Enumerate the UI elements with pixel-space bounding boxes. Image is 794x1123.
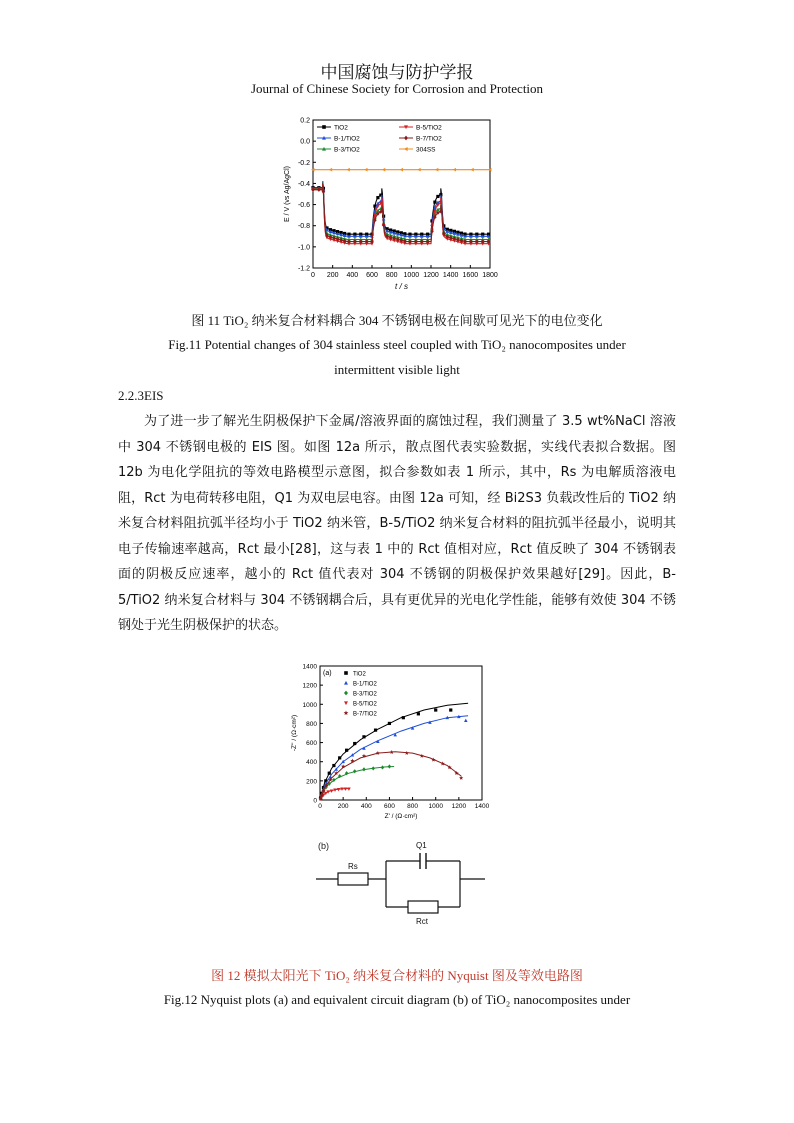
figure-11-potential-chart [280,112,510,298]
x-tick-label: 200 [326,272,339,279]
legend-marker [404,136,408,141]
y-tick-label: 800 [306,720,317,728]
journal-title-en: Journal of Chinese Society for Corrosion and Protection [250,81,544,96]
figure-12b-circuit-diagram [310,835,495,930]
q1-label: Q1 [416,841,427,850]
data-point [420,754,424,758]
data-point [381,765,385,769]
legend-marker [344,671,348,675]
x-tick-label: 0 [318,803,322,810]
data-point [464,719,468,722]
figure-12-caption-en: Fig.12 Nyquist plots (a) and equivalent circuit diagram (b) of TiO₂ nanocomposites under [163,992,631,1007]
data-point [364,168,367,172]
y-tick-label: 0 [313,797,317,805]
data-point [441,761,445,765]
y-tick-label: -0.8 [297,223,310,231]
legend-label: TiO2 [334,124,348,132]
x-tick-label: 1000 [403,272,420,279]
data-point [388,722,391,725]
y-tick-label: 1000 [302,701,317,709]
data-point [371,766,375,770]
y-tick-label: 0.0 [300,138,310,146]
x-tick-label: 0 [311,272,315,279]
y-tick-label: 400 [306,759,317,767]
circuit-panel-label: (b) [318,841,329,851]
x-axis-label: t / s [395,282,408,291]
figure-11-caption-en-line2: intermittent visible light [334,362,460,377]
series-304SS [311,168,491,172]
y-axis-label: E / V (vs Ag/AgCl) [284,165,291,223]
data-point [402,716,405,719]
series-B-3/TiO2 [319,764,394,800]
legend-label: B-7/TiO2 [416,135,442,143]
data-point [433,201,436,204]
data-point [376,196,379,199]
data-point [436,195,439,198]
y-tick-label: 200 [306,778,317,786]
y-tick-label: 1400 [302,663,317,671]
fit-line [320,767,394,801]
legend-marker [344,701,348,705]
series-line [313,182,490,237]
legend-label: 304SS [416,146,436,154]
journal-title-cn: 中国腐蚀与防护学报 [320,63,474,83]
legend-marker [344,681,348,685]
legend-label: B-7/TiO2 [353,711,377,718]
series-line [313,182,490,239]
data-point [329,168,332,172]
data-point [417,712,420,715]
data-point [376,751,380,755]
x-tick-label: 1200 [451,803,467,810]
data-point [400,168,403,172]
data-point [434,708,437,711]
data-point [453,168,456,172]
y-tick-label: -1.0 [297,244,310,252]
legend-label: B-3/TiO2 [353,691,377,698]
x-tick-label: 1800 [482,272,498,279]
data-point [344,788,348,791]
data-point [382,168,385,172]
y-tick-label: -0.2 [297,159,310,167]
x-axis-label: Z' / (Ω·cm²) [384,813,418,820]
x-tick-label: 200 [337,803,349,810]
section-heading: 2.2.3EIS [118,388,164,403]
data-point [346,168,349,172]
y-tick-label: -1.2 [297,265,310,273]
x-tick-label: 1200 [423,272,439,279]
data-point [362,735,365,738]
legend-label: B-1/TiO2 [353,681,377,688]
x-tick-label: 1600 [462,272,479,279]
figure-11-caption-cn: 图 11 TiO₂ 纳米复合材料耦合 304 不锈钢电极在间歇可见光下的电位变化 [191,313,603,328]
plot-frame [320,666,482,800]
rct-resistor [408,901,438,913]
data-point [362,767,366,771]
body-paragraph [118,409,676,639]
y-tick-label: 1200 [302,682,317,690]
legend-label: B-1/TiO2 [334,135,360,143]
y-tick-label: -0.4 [297,180,310,188]
legend-marker [322,125,326,129]
data-point [328,772,331,775]
legend-marker [344,710,349,715]
data-point [405,751,409,755]
figure-12-caption-cn: 图 12 模拟太阳光下 TiO₂ 纳米复合材料的 Nyquist 图及等效电路图 [211,968,583,983]
y-axis-label: -Z'' / (Ω·cm²) [291,714,298,752]
rs-resistor [338,873,368,885]
data-point [449,708,452,711]
data-point [470,168,473,172]
data-point [347,788,351,791]
x-tick-label: 800 [385,272,398,279]
x-tick-label: 1400 [474,803,490,810]
data-point [390,750,394,754]
data-point [435,168,438,172]
data-point [417,168,420,172]
x-tick-label: 600 [383,803,395,810]
rs-label: Rs [348,862,358,871]
x-tick-label: 400 [360,803,372,810]
legend-label: B-5/TiO2 [353,701,377,708]
series-B-1/TiO2 [311,182,490,238]
legend-label: B-5/TiO2 [416,124,442,132]
legend-label: TiO2 [353,671,366,678]
x-tick-label: 1000 [428,803,443,810]
series-line [313,181,490,234]
y-tick-label: 600 [306,740,317,748]
x-tick-label: 600 [366,272,378,279]
x-tick-label: 1400 [442,272,459,279]
rct-label: Rct [416,917,428,926]
panel-label: (a) [323,670,332,677]
figure-11-caption-en-line1: Fig.11 Potential changes of 304 stainless steel coupled with TiO₂ nanocomposites under [168,337,626,352]
data-point [374,729,377,732]
data-point [353,769,357,773]
legend-marker [404,147,408,151]
data-point [353,742,356,745]
data-point [332,764,335,767]
legend-marker [344,691,348,696]
y-tick-label: 0.2 [300,117,310,125]
data-point [388,764,392,768]
fit-line [320,716,468,800]
figure-12a-nyquist-chart [290,662,490,824]
series-TiO2 [311,181,490,235]
data-point [345,749,348,752]
data-point [338,756,341,759]
x-tick-label: 400 [346,272,359,279]
y-tick-label: -0.6 [297,202,310,210]
x-tick-label: 800 [407,803,419,810]
data-point [431,758,435,762]
data-point [459,776,463,780]
paragraph-text: 为了进一步了解光生阴极保护下金属/溶液界面的腐蚀过程，我们测量了 3.5 wt%NaCl 溶液中 304 不锈钢电极的 EIS 图。如图 12a 所示，散点图代表实验数据，实线代表拟合数据。图 12b 为电化学阻抗的等效电路模型示意图，拟合参数如表 1 所示，其中，Rs 为电解质溶液电阻，Rct 为电荷转移电阻，Q1 为双电层电容。由图 12a 可知，经 Bi2S3 负载改性后的 TiO2 纳米复合材料阻抗弧半径均小于 TiO2 纳米管，B-5/TiO2 纳米复合材料的阻抗弧半径最小，说明其电子传输速率越高，Rct 最小[28]，这与表 1 中的 Rct 值相对应，Rct 值反映了 304 不锈钢表面的阴极反应速率，越小的 Rct 值代表对 304 不锈钢的阴极保护效果越好[29]。因此，B-5/TiO2 纳米复合材料与 304 不锈钢耦合后，具有更优异的光电化学性能，能够有效使 304 不锈钢处于光生阴极保护的状态。 [118,414,676,633]
legend-label: B-3/TiO2 [334,146,360,154]
